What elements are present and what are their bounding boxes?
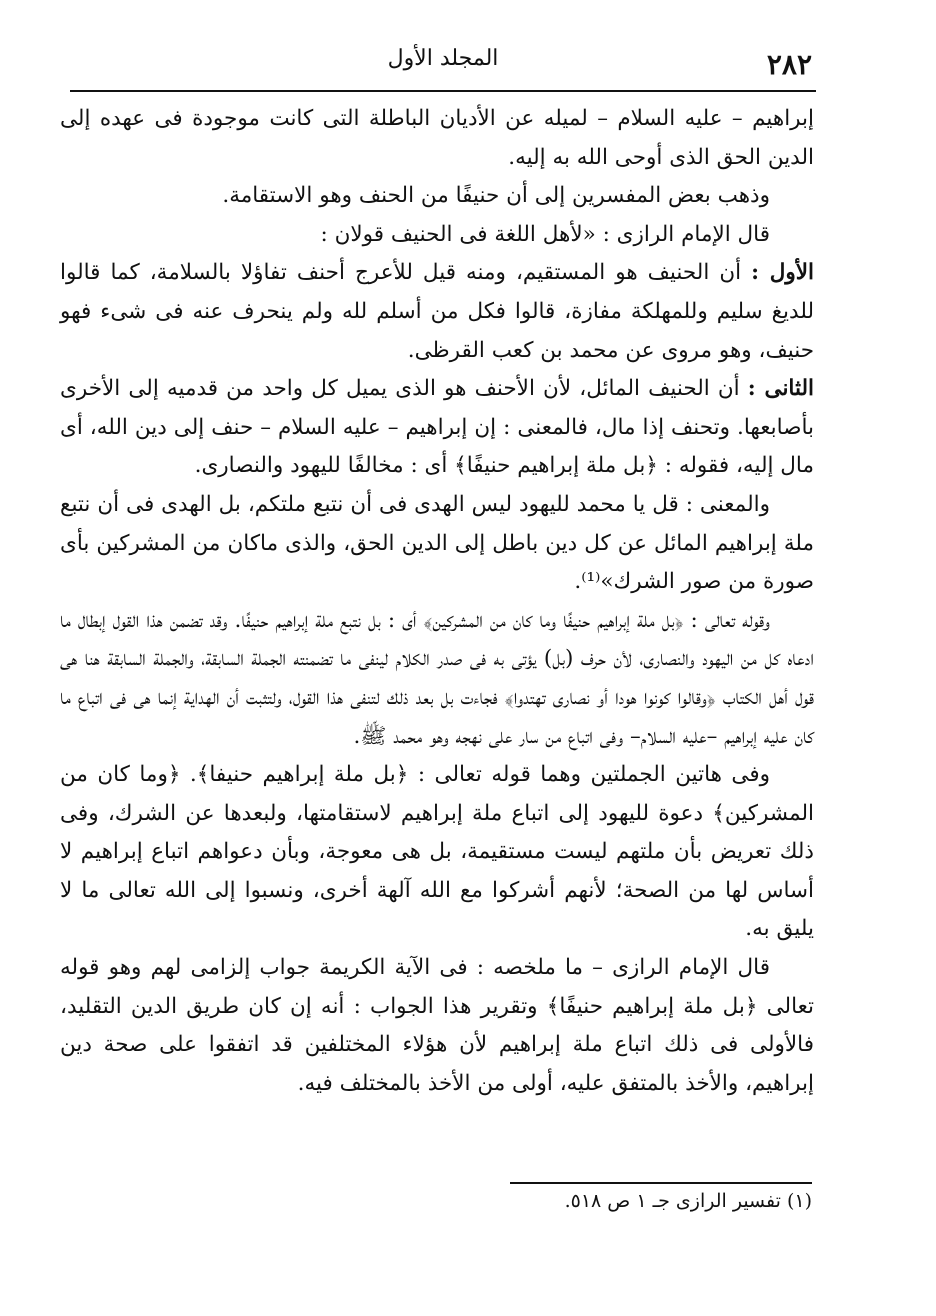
paragraph-lead: الأول : <box>751 260 814 286</box>
paragraph: قال الإمام الرازى : «لأهل اللغة فى الحنيف قولان : <box>320 221 770 247</box>
paragraph-lead: الثانى : <box>747 376 814 402</box>
paragraph: قال الإمام الرازى – ما ملخصه : فى الآية الكريمة جواب إلزامى لهم وهو قوله تعالى ﴿بل ملة إبراهيم حنيفًا﴾ وتقرير هذا الجواب : أنه إن كان طريق الدين التقليد، فالأولى فى ذلك اتباع ملة إبراهيم لأن هؤلاء المختلفين قد اتفقوا على صحة دين إبراهيم، والأخذ بالمتفق عليه، أولى من الأخذ بالمختلف فيه. <box>60 955 814 1096</box>
page-number: ٢٨٢ <box>766 48 812 81</box>
footnote-divider <box>510 1182 812 1184</box>
paragraph: الأول : أن الحنيف هو المستقيم، ومنه قيل للأعرج أحنف تفاؤلا بالسلامة، كما قالوا للديغ سليم وللمهلكة مفازة، قالوا فكل من أسلم لله ولم ينحرف عنه فى شىء فهو حنيف، وهو مروى عن محمد بن كعب القرظى. <box>60 260 814 363</box>
page-header <box>70 42 816 82</box>
paragraph: وقوله تعالى : ﴿بل ملة إبراهيم حنيفًا وما كان من المشركين﴾ أى : بل نتبع ملة إبراهيم حنيفًا. وقد تضمن هذا القول إبطال ما ادعاه كل من اليهود والنصارى، لأن حرف (بل) يؤتى به فى صدر الكلام لينفى ما تضمنته الجملة السابقة، والجملة السابقة هنا هى قول أهل الكتاب ﴿وقالوا كونوا هودا أو نصارى تهتدوا﴾ فجاءت بل بعد ذلك لتنفى هذا القول، ولتثبت أن الهداية إنما هى فى اتباع ما كان عليه إبراهيم –عليه السلام– وفى اتباع من سار على نهجه وهو محمد ﷺ. <box>60 607 814 749</box>
paragraph: والمعنى : قل يا محمد لليهود ليس الهدى فى أن نتبع ملتكم، بل الهدى فى أن نتبع ملة إبراهيم المائل عن كل دين باطل إلى الدين الحق، والذى ماكان من المشركين بأى صورة من صور الشرك»⁽¹⁾. <box>60 491 814 595</box>
paragraph: وذهب بعض المفسرين إلى أن حنيفًا من الحنف وهو الاستقامة. <box>222 183 770 209</box>
header-divider <box>70 90 816 92</box>
paragraph: إبراهيم – عليه السلام – لميله عن الأديان الباطلة التى كانت موجودة فى عهده إلى الدين الحق الذى أوحى الله به إليه. <box>60 106 814 170</box>
paragraph: الثانى : أن الحنيف المائل، لأن الأحنف هو الذى يميل كل واحد من قدميه إلى الأخرى بأصابعها. وتحنف إذا مال، فالمعنى : إن إبراهيم – عليه السلام – حنف إلى دين الله، أى مال إليه، فقوله : ﴿بل ملة إبراهيم حنيفًا﴾ أى : مخالفًا لليهود والنصارى. <box>60 376 814 479</box>
footnote: (١) تفسير الرازى جـ ١ ص ٥١٨. <box>564 1190 812 1212</box>
body-text <box>60 100 814 1103</box>
paragraph: وفى هاتين الجملتين وهما قوله تعالى : ﴿بل ملة إبراهيم حنيفا﴾. ﴿وما كان من المشركين﴾ دعوة لليهود إلى اتباع ملة إبراهيم لاستقامتها، ولبعدها عن الشرك، وفى ذلك تعريض بأن ملتهم ليست مستقيمة، بل هى معوجة، وبأن دعواهم اتباع إبراهيم لا أساس لها من الصحة؛ لأنهم أشركوا مع الله آلهة أخرى، ونسبوا إلى الله تعالى ما لا يليق به. <box>60 762 814 942</box>
running-title: المجلد الأول <box>387 46 499 71</box>
